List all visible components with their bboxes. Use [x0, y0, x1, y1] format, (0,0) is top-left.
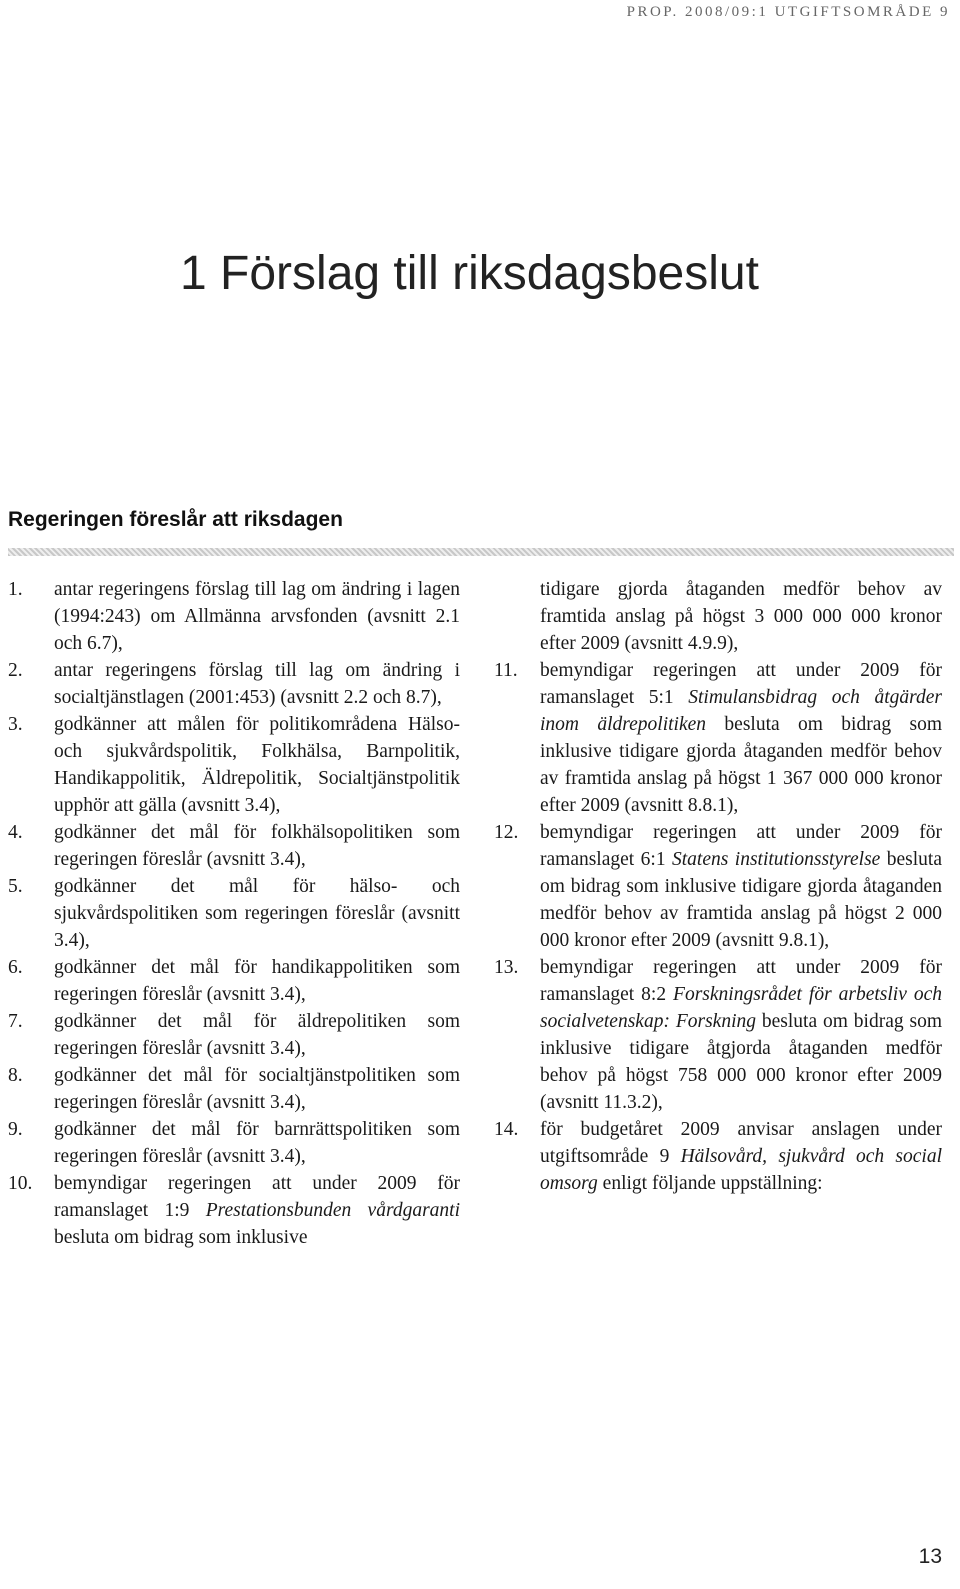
item-text-italic: Prestationsbunden vårdgaranti: [205, 1200, 460, 1221]
item-text-pre: bemyndigar regeringen att under 2009 för ramanslaget 5:1: [540, 660, 942, 708]
page-number: 13: [918, 1545, 942, 1568]
left-column: [8, 576, 460, 1251]
item-number: 5.: [8, 876, 23, 897]
item-text: godkänner att målen för politikområdena Hälso- och sjukvårdspolitik, Folkhälsa, Barnpolitik, Handikappolitik, Äldrepolitik, Socialtjänstpolitik upphör att gälla (avsnitt 3.4),: [54, 714, 460, 816]
list-item: [494, 954, 942, 1116]
item-text-post: besluta om bidrag som inklusive tidigare åtgjorda åtaganden medför behov på högst 758 000 000 kronor efter 2009 (avsnitt 11.3.2),: [540, 1011, 942, 1113]
item-text-post: enligt följande uppställning:: [597, 1173, 823, 1194]
hatched-divider: [8, 548, 954, 556]
list-item: [8, 1062, 460, 1116]
list-item: [494, 819, 942, 954]
item-number: 1.: [8, 579, 23, 600]
item-number: 4.: [8, 822, 23, 843]
item-text: antar regeringens förslag till lag om ändring i socialtjänstlagen (2001:453) (avsnitt 2.2 och 8.7),: [54, 660, 460, 708]
item-text: godkänner det mål för hälso- och sjukvårdspolitiken som regeringen föreslår (avsnitt 3.4),: [54, 876, 460, 951]
list-item: [8, 657, 460, 711]
item-number: 7.: [8, 1011, 23, 1032]
item-number: 11.: [494, 660, 518, 681]
item-text: godkänner det mål för barnrättspolitiken som regeringen föreslår (avsnitt 3.4),: [54, 1119, 460, 1167]
item-text-italic: Hälsovård, sjukvård och social omsorg: [540, 1146, 942, 1194]
item-text: [540, 819, 942, 954]
item-number: 14.: [494, 1119, 519, 1140]
chapter-title: 1 Förslag till riksdagsbeslut: [180, 247, 759, 300]
list-item: [8, 1116, 460, 1170]
item-number: 8.: [8, 1065, 23, 1086]
item-text: godkänner det mål för socialtjänstpolitiken som regeringen föreslår (avsnitt 3.4),: [54, 1065, 460, 1113]
list-item: [8, 819, 460, 873]
list-item: [8, 1008, 460, 1062]
item-text-post: besluta om bidrag som inklusive: [54, 1227, 308, 1248]
list-item: [8, 711, 460, 819]
list-item: [8, 954, 460, 1008]
section-heading: Regeringen föreslår att riksdagen: [8, 508, 343, 531]
item-number: 2.: [8, 660, 23, 681]
list-item: [8, 1170, 460, 1251]
item-text-pre: bemyndigar regeringen att under 2009 för ramanslaget 8:2: [540, 957, 942, 1005]
item-text-italic: Statens institutionsstyrelse: [672, 849, 881, 870]
item-text: antar regeringens förslag till lag om ändring i lagen (1994:243) om Allmänna arvsfonden (avsnitt 2.1 och 6.7),: [54, 579, 460, 654]
list-item: [8, 576, 460, 657]
item-text-post: besluta om bidrag som inklusive tidigare gjorda åtaganden medför behov av framtida anslag på högst 1 367 000 000 kronor efter 2009 (avsnitt 8.8.1),: [540, 714, 942, 816]
item-number: 6.: [8, 957, 23, 978]
item-text: godkänner det mål för folkhälsopolitiken som regeringen föreslår (avsnitt 3.4),: [54, 822, 460, 870]
list-item: [494, 1116, 942, 1197]
item-number: 13.: [494, 957, 519, 978]
item-text: [540, 657, 942, 819]
list-item: [8, 873, 460, 954]
running-header: PROP. 2008/09:1 UTGIFTSOMRÅDE 9: [626, 4, 950, 20]
right-column: [494, 576, 942, 1197]
item-text-italic: Forskningsrådet för arbetsliv och socialvetenskap: Forskning: [540, 984, 942, 1032]
item-text: godkänner det mål för handikappolitiken som regeringen föreslår (avsnitt 3.4),: [54, 957, 460, 1005]
item-text: [540, 1116, 942, 1197]
item-text-pre: bemyndigar regeringen att under 2009 för ramanslaget 1:9: [54, 1173, 460, 1221]
item-text: [54, 1170, 460, 1251]
item-text-pre: bemyndigar regeringen att under 2009 för ramanslaget 6:1: [540, 822, 942, 870]
list-item: [494, 657, 942, 819]
list-item-continuation: [494, 576, 942, 657]
item-text-pre: för budgetåret 2009 anvisar anslagen under utgiftsområde 9: [540, 1119, 942, 1167]
item-text: [540, 954, 942, 1116]
item-text-post: besluta om bidrag som inklusive tidigare gjorda åtaganden medför behov av framtida anslag på högst 2 000 000 kronor efter 2009 (avsnitt 9.8.1),: [540, 849, 943, 951]
item-number: 3.: [8, 714, 23, 735]
item-number: 10.: [8, 1173, 33, 1194]
item-text-italic: Stimulansbidrag och åtgärder inom äldrepolitiken: [540, 687, 942, 735]
item-text: godkänner det mål för äldrepolitiken som regeringen föreslår (avsnitt 3.4),: [54, 1011, 460, 1059]
item-number: 12.: [494, 822, 519, 843]
item-text: tidigare gjorda åtaganden medför behov av framtida anslag på högst 3 000 000 000 kronor efter 2009 (avsnitt 4.9.9),: [540, 579, 942, 654]
item-number: 9.: [8, 1119, 23, 1140]
